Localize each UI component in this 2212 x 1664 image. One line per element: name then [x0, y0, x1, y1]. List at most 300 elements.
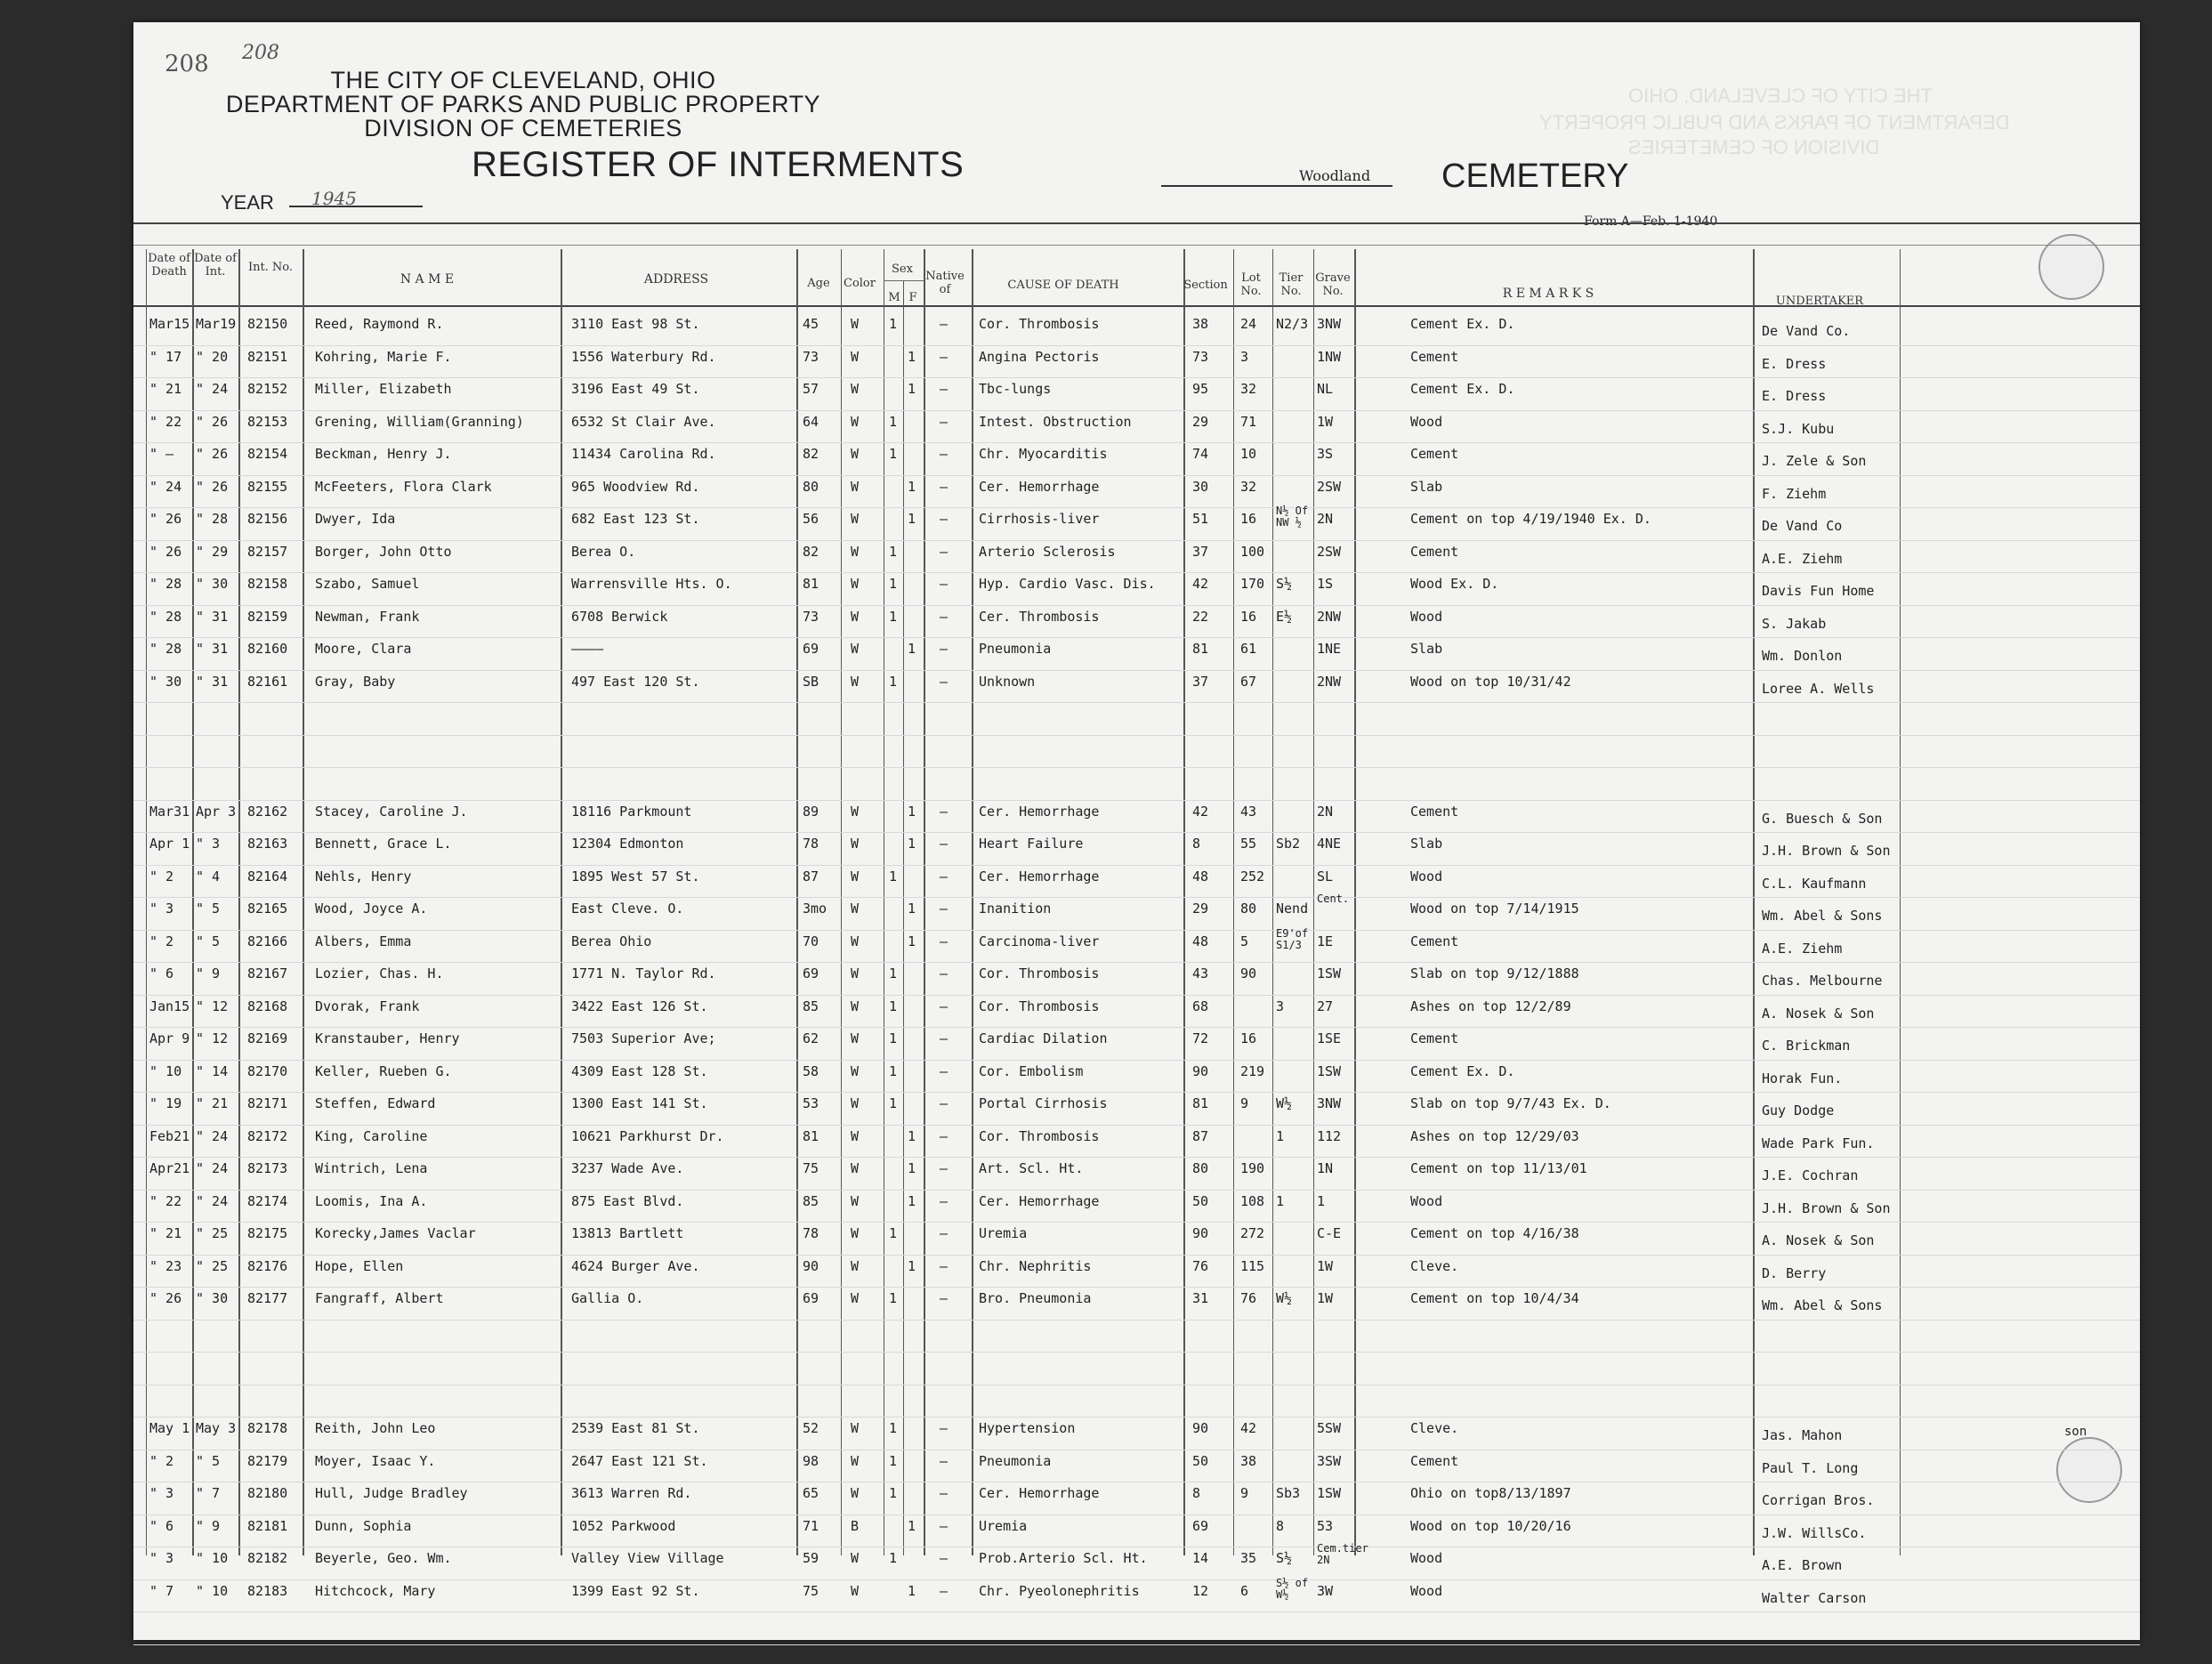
- lot-no: 6: [1240, 1582, 1249, 1599]
- date-of-death: " 22: [149, 1192, 182, 1209]
- section: 90: [1192, 1062, 1209, 1079]
- date-of-int: " 25: [196, 1225, 229, 1241]
- tier-no: 8: [1276, 1517, 1285, 1534]
- cause-of-death: Heart Failure: [979, 836, 1084, 852]
- remarks: Slab: [1410, 836, 1443, 852]
- native-of: –: [940, 836, 949, 852]
- grave-no: 2SW: [1317, 478, 1342, 495]
- date-of-int: " 26: [196, 446, 229, 462]
- age: 69: [803, 965, 819, 981]
- native-of: –: [940, 673, 949, 690]
- form-note: Form A—Feb. 1-1940: [1584, 214, 1718, 229]
- color: W: [851, 1452, 860, 1469]
- name: Loomis, Ina A.: [315, 1192, 428, 1209]
- undertaker: Guy Dodge: [1762, 1103, 1835, 1119]
- native-of: –: [940, 348, 949, 365]
- cause-of-death: Tbc-lungs: [979, 381, 1052, 397]
- sex-female: 1: [908, 933, 916, 949]
- date-of-int: " 3: [196, 836, 221, 852]
- lot-no: 219: [1240, 1062, 1265, 1079]
- column-rule: [1753, 249, 1755, 1555]
- section: 42: [1192, 576, 1209, 592]
- address: 7503 Superior Ave;: [571, 1030, 716, 1046]
- date-of-death: " 23: [149, 1257, 182, 1274]
- address: Gallia O.: [571, 1290, 644, 1306]
- name: Beyerle, Geo. Wm.: [315, 1550, 452, 1566]
- address: 4624 Burger Ave.: [571, 1257, 700, 1274]
- grave-no: 3NW: [1317, 316, 1342, 332]
- sex-female: 1: [908, 381, 916, 397]
- row-rule: [133, 865, 2140, 866]
- lot-no: 42: [1240, 1420, 1257, 1436]
- name: Reith, John Leo: [315, 1420, 436, 1436]
- date-of-death: " 3: [149, 1550, 174, 1566]
- native-of: –: [940, 998, 949, 1014]
- cause-of-death: Chr. Myocarditis: [979, 446, 1108, 462]
- section: 38: [1192, 316, 1209, 332]
- grave-no: 1N: [1317, 1160, 1334, 1176]
- date-of-int: " 29: [196, 543, 229, 560]
- remarks: Cement on top 11/13/01: [1410, 1160, 1587, 1176]
- col-sex-m: M: [888, 291, 900, 304]
- address: 2647 East 121 St.: [571, 1452, 708, 1469]
- address: 12304 Edmonton: [571, 836, 684, 852]
- date-of-death: " 26: [149, 543, 182, 560]
- name: Nehls, Henry: [315, 868, 412, 885]
- sex-female: 1: [908, 478, 916, 495]
- age: 71: [803, 1517, 819, 1534]
- date-of-death: " 2: [149, 933, 174, 949]
- grave-no: 3S: [1317, 446, 1334, 462]
- date-of-int: " 26: [196, 413, 229, 430]
- int-no: 82177: [247, 1290, 288, 1306]
- int-no: 82151: [247, 348, 288, 365]
- col-age: Age: [807, 277, 830, 290]
- row-rule: [133, 1125, 2140, 1126]
- section: 29: [1192, 413, 1209, 430]
- native-of: –: [940, 1127, 949, 1144]
- section: 95: [1192, 381, 1209, 397]
- row-rule: [133, 735, 2140, 736]
- bleed-through-line1: THE CITY OF CLEVELAND, OHIO: [1628, 85, 1933, 107]
- sex-female: 1: [908, 901, 916, 917]
- cause-of-death: Cor. Thrombosis: [979, 998, 1100, 1014]
- grave-no: 112: [1317, 1127, 1342, 1144]
- column-rule: [796, 249, 798, 1555]
- grave-no: SL: [1317, 868, 1334, 885]
- int-no: 82154: [247, 446, 288, 462]
- row-rule: [133, 540, 2140, 541]
- address: Valley View Village: [571, 1550, 724, 1566]
- color: W: [851, 965, 860, 981]
- name: Korecky,James Vaclar: [315, 1225, 476, 1241]
- register-page: [133, 22, 2140, 1640]
- date-of-death: " 26: [149, 511, 182, 527]
- int-no: 82168: [247, 998, 288, 1014]
- remarks: Slab on top 9/12/1888: [1410, 965, 1579, 981]
- name: Dwyer, Ida: [315, 511, 396, 527]
- cause-of-death: Carcinoma-liver: [979, 933, 1100, 949]
- grave-no: 2SW: [1317, 543, 1342, 560]
- undertaker: Wade Park Fun.: [1762, 1135, 1875, 1151]
- undertaker: Paul T. Long: [1762, 1459, 1859, 1476]
- color: W: [851, 478, 860, 495]
- page-number-printed: 208: [165, 51, 209, 77]
- remarks: Cement on top 10/4/34: [1410, 1290, 1579, 1306]
- name: Moore, Clara: [315, 641, 412, 657]
- address: 1771 N. Taylor Rd.: [571, 965, 716, 981]
- lot-no: 76: [1240, 1290, 1257, 1306]
- date-of-death: " 28: [149, 576, 182, 592]
- name: Reed, Raymond R.: [315, 316, 444, 332]
- bleed-through-line3: DIVISION OF CEMETERIES: [1628, 136, 1880, 158]
- undertaker: G. Buesch & Son: [1762, 810, 1883, 827]
- date-of-int: " 5: [196, 901, 221, 917]
- grave-no: 3W: [1317, 1582, 1334, 1599]
- color: W: [851, 1160, 860, 1176]
- col-undertaker: UNDERTAKER: [1775, 295, 1864, 308]
- cause-of-death: Cardiac Dilation: [979, 1030, 1108, 1046]
- date-of-int: Mar19: [196, 316, 237, 332]
- color: W: [851, 608, 860, 625]
- column-rule: [192, 249, 194, 1555]
- age: SB: [803, 673, 819, 690]
- row-rule: [133, 442, 2140, 443]
- sex-male: 1: [889, 965, 898, 981]
- undertaker: D. Berry: [1762, 1264, 1827, 1281]
- date-of-death: " 30: [149, 673, 182, 690]
- tier-no: E9'of S1/3: [1276, 926, 1309, 951]
- address: 13813 Bartlett: [571, 1225, 684, 1241]
- date-of-death: " 24: [149, 478, 182, 495]
- name: Borger, John Otto: [315, 543, 452, 560]
- native-of: –: [940, 965, 949, 981]
- date-of-death: " –: [149, 446, 174, 462]
- color: W: [851, 641, 860, 657]
- lot-no: 170: [1240, 576, 1265, 592]
- row-rule: [133, 507, 2140, 508]
- int-no: 82150: [247, 316, 288, 332]
- grave-no: 27: [1317, 998, 1334, 1014]
- undertaker: Walter Carson: [1762, 1589, 1867, 1606]
- section: 8: [1192, 1485, 1201, 1501]
- address: 3422 East 126 St.: [571, 998, 708, 1014]
- grave-no: NL: [1317, 381, 1334, 397]
- date-of-death: Feb21: [149, 1127, 190, 1144]
- undertaker: C.L. Kaufmann: [1762, 875, 1867, 892]
- int-no: 82160: [247, 641, 288, 657]
- native-of: –: [940, 608, 949, 625]
- remarks: Cement Ex. D.: [1410, 1062, 1515, 1079]
- age: 82: [803, 543, 819, 560]
- age: 59: [803, 1550, 819, 1566]
- column-rule: [238, 249, 240, 1555]
- native-of: –: [940, 1160, 949, 1176]
- date-of-int: " 4: [196, 868, 221, 885]
- remarks: Wood: [1410, 413, 1443, 430]
- column-rule: [1272, 249, 1273, 1555]
- row-rule: [133, 475, 2140, 476]
- undertaker: De Vand Co.: [1762, 323, 1851, 339]
- name: Szabo, Samuel: [315, 576, 420, 592]
- cause-of-death: Hypertension: [979, 1420, 1076, 1436]
- date-of-int: " 21: [196, 1095, 229, 1111]
- undertaker: A. Nosek & Son: [1762, 1232, 1875, 1248]
- grave-no: 1W: [1317, 413, 1334, 430]
- address: 2539 East 81 St.: [571, 1420, 700, 1436]
- tier-no: S½: [1276, 576, 1293, 592]
- col-name: N A M E: [400, 272, 455, 287]
- name: Stacey, Caroline J.: [315, 803, 468, 820]
- undertaker: E. Dress: [1762, 388, 1827, 404]
- name: McFeeters, Flora Clark: [315, 478, 492, 495]
- date-of-int: " 28: [196, 511, 229, 527]
- row-rule: [133, 377, 2140, 378]
- row-rule: [133, 572, 2140, 573]
- int-no: 82165: [247, 901, 288, 917]
- native-of: –: [940, 1290, 949, 1306]
- address: 1052 Parkwood: [571, 1517, 676, 1534]
- name: Hope, Ellen: [315, 1257, 404, 1274]
- undertaker: De Vand Co: [1762, 518, 1843, 534]
- date-of-int: " 24: [196, 1192, 229, 1209]
- row-rule: [133, 345, 2140, 346]
- age: 58: [803, 1062, 819, 1079]
- int-no: 82158: [247, 576, 288, 592]
- section: 31: [1192, 1290, 1209, 1306]
- year-value: 1945: [311, 188, 357, 209]
- sex-male: 1: [889, 1225, 898, 1241]
- lot-no: 3: [1240, 348, 1249, 365]
- cause-of-death: Inanition: [979, 901, 1052, 917]
- age: 3mo: [803, 901, 827, 917]
- date-of-death: " 6: [149, 965, 174, 981]
- color: W: [851, 316, 860, 332]
- native-of: –: [940, 901, 949, 917]
- color: W: [851, 1062, 860, 1079]
- row-rule: [133, 637, 2140, 638]
- date-of-death: Apr 1: [149, 836, 190, 852]
- section: 81: [1192, 641, 1209, 657]
- cemetery-name: Woodland: [1299, 167, 1371, 184]
- color: W: [851, 1290, 860, 1306]
- column-rule: [561, 249, 562, 1555]
- sex-male: 1: [889, 1290, 898, 1306]
- register-title: REGISTER OF INTERMENTS: [472, 145, 965, 184]
- section: 76: [1192, 1257, 1209, 1274]
- age: 81: [803, 576, 819, 592]
- date-of-death: " 2: [149, 1452, 174, 1469]
- cause-of-death: Cor. Thrombosis: [979, 965, 1100, 981]
- color: W: [851, 1420, 860, 1436]
- row-rule: [133, 1255, 2140, 1256]
- sex-female: 1: [908, 836, 916, 852]
- native-of: –: [940, 1095, 949, 1111]
- age: 53: [803, 1095, 819, 1111]
- age: 73: [803, 348, 819, 365]
- name: Dvorak, Frank: [315, 998, 420, 1014]
- address: 11434 Carolina Rd.: [571, 446, 716, 462]
- section: 30: [1192, 478, 1209, 495]
- lot-no: 5: [1240, 933, 1249, 949]
- lot-no: 108: [1240, 1192, 1265, 1209]
- date-of-int: " 10: [196, 1550, 229, 1566]
- native-of: –: [940, 1030, 949, 1046]
- int-no: 82176: [247, 1257, 288, 1274]
- remarks: Slab: [1410, 478, 1443, 495]
- native-of: –: [940, 641, 949, 657]
- row-rule: [133, 1352, 2140, 1353]
- sex-male: 1: [889, 1095, 898, 1111]
- int-no: 82172: [247, 1127, 288, 1144]
- section: 29: [1192, 901, 1209, 917]
- undertaker: J.H. Brown & Son: [1762, 843, 1891, 859]
- color: W: [851, 1225, 860, 1241]
- sex-male: 1: [889, 868, 898, 885]
- native-of: –: [940, 933, 949, 949]
- section: 12: [1192, 1582, 1209, 1599]
- column-rule: [1183, 249, 1185, 1555]
- department-title: DEPARTMENT OF PARKS AND PUBLIC PROPERTY: [225, 91, 821, 117]
- int-no: 82166: [247, 933, 288, 949]
- date-of-death: " 3: [149, 901, 174, 917]
- row-rule: [133, 930, 2140, 931]
- address: East Cleve. O.: [571, 901, 684, 917]
- address: 3237 Wade Ave.: [571, 1160, 684, 1176]
- table-top-rule: [133, 222, 2140, 224]
- row-rule: [133, 962, 2140, 963]
- column-rule: [1313, 249, 1314, 1555]
- date-of-death: " 28: [149, 608, 182, 625]
- int-no: 82173: [247, 1160, 288, 1176]
- native-of: –: [940, 1452, 949, 1469]
- remarks: Cement on top 4/16/38: [1410, 1225, 1579, 1241]
- remarks: Wood: [1410, 1550, 1443, 1566]
- cause-of-death: Chr. Pyeolonephritis: [979, 1582, 1140, 1599]
- date-of-int: " 9: [196, 965, 221, 981]
- name: King, Caroline: [315, 1127, 428, 1144]
- cause-of-death: Prob.Arterio Scl. Ht.: [979, 1550, 1148, 1566]
- cause-of-death: Cer. Hemorrhage: [979, 1485, 1100, 1501]
- tier-no: N½ Of NW ½: [1276, 505, 1309, 529]
- color: W: [851, 1030, 860, 1046]
- address: Berea O.: [571, 543, 636, 560]
- lot-no: 190: [1240, 1160, 1265, 1176]
- undertaker: Loree A. Wells: [1762, 680, 1875, 697]
- sex-male: 1: [889, 1420, 898, 1436]
- col-date-int: Date of Int.: [194, 252, 237, 279]
- remarks: Cement: [1410, 803, 1459, 820]
- sex-female: 1: [908, 1257, 916, 1274]
- date-of-death: " 21: [149, 381, 182, 397]
- address: ————: [571, 641, 604, 657]
- address: 965 Woodview Rd.: [571, 478, 700, 495]
- cause-of-death: Uremia: [979, 1517, 1028, 1534]
- grave-no: 1SW: [1317, 1062, 1342, 1079]
- cause-of-death: Art. Scl. Ht.: [979, 1160, 1084, 1176]
- date-of-death: Apr21: [149, 1160, 190, 1176]
- date-of-death: " 7: [149, 1582, 174, 1599]
- color: W: [851, 413, 860, 430]
- tier-no: Sb2: [1276, 836, 1301, 852]
- section: 37: [1192, 543, 1209, 560]
- color: W: [851, 1550, 860, 1566]
- grave-no: 3NW: [1317, 1095, 1342, 1111]
- sex-female: 1: [908, 641, 916, 657]
- undertaker: J. Zele & Son: [1762, 453, 1867, 469]
- name: Moyer, Isaac Y.: [315, 1452, 436, 1469]
- sex-female: 1: [908, 803, 916, 820]
- lot-no: 252: [1240, 868, 1265, 885]
- age: 75: [803, 1582, 819, 1599]
- int-no: 82175: [247, 1225, 288, 1241]
- table-top-rule-2: [133, 245, 2140, 246]
- address: 875 East Blvd.: [571, 1192, 684, 1209]
- grave-no: Cem.tier 2N: [1317, 1542, 1368, 1566]
- name: Bennett, Grace L.: [315, 836, 452, 852]
- row-rule: [133, 1190, 2140, 1191]
- cause-of-death: Pneumonia: [979, 1452, 1052, 1469]
- undertaker: Wm. Donlon: [1762, 648, 1843, 664]
- cause-of-death: Cer. Hemorrhage: [979, 803, 1100, 820]
- section: 74: [1192, 446, 1209, 462]
- undertaker: J.H. Brown & Son: [1762, 1200, 1891, 1216]
- name: Fangraff, Albert: [315, 1290, 444, 1306]
- lot-no: 55: [1240, 836, 1257, 852]
- undertaker: Wm. Abel & Sons: [1762, 1297, 1883, 1313]
- sex-female: 1: [908, 1127, 916, 1144]
- section: 87: [1192, 1127, 1209, 1144]
- section: 80: [1192, 1160, 1209, 1176]
- age: 87: [803, 868, 819, 885]
- date-of-int: Apr 3: [196, 803, 237, 820]
- undertaker: F. Ziehm: [1762, 485, 1827, 502]
- age: 73: [803, 608, 819, 625]
- age: 80: [803, 478, 819, 495]
- row-rule: [133, 897, 2140, 898]
- lot-no: 80: [1240, 901, 1257, 917]
- cause-of-death: Cer. Thrombosis: [979, 608, 1100, 625]
- cause-of-death: Angina Pectoris: [979, 348, 1100, 365]
- sex-male: 1: [889, 446, 898, 462]
- color: W: [851, 901, 860, 917]
- name: Dunn, Sophia: [315, 1517, 412, 1534]
- lot-no: 43: [1240, 803, 1257, 820]
- date-of-death: " 22: [149, 413, 182, 430]
- date-of-int: " 31: [196, 641, 229, 657]
- sex-female: 1: [908, 1582, 916, 1599]
- undertaker: Corrigan Bros.: [1762, 1492, 1875, 1508]
- sex-female: 1: [908, 348, 916, 365]
- date-of-int: " 31: [196, 673, 229, 690]
- color: W: [851, 933, 860, 949]
- int-no: 82162: [247, 803, 288, 820]
- grave-no: 1W: [1317, 1290, 1334, 1306]
- native-of: –: [940, 511, 949, 527]
- col-sex: Sex: [892, 263, 913, 276]
- native-of: –: [940, 316, 949, 332]
- remarks: Cement Ex. D.: [1410, 381, 1515, 397]
- cemetery-label: CEMETERY: [1441, 158, 1629, 195]
- int-no: 82159: [247, 608, 288, 625]
- date-of-int: " 30: [196, 1290, 229, 1306]
- grave-no: 5SW: [1317, 1420, 1342, 1436]
- grave-no: 2N: [1317, 803, 1334, 820]
- grave-no: 1: [1317, 1192, 1326, 1209]
- date-of-int: " 12: [196, 1030, 229, 1046]
- grave-no: 1NW: [1317, 348, 1342, 365]
- remarks: Cement Ex. D.: [1410, 316, 1515, 332]
